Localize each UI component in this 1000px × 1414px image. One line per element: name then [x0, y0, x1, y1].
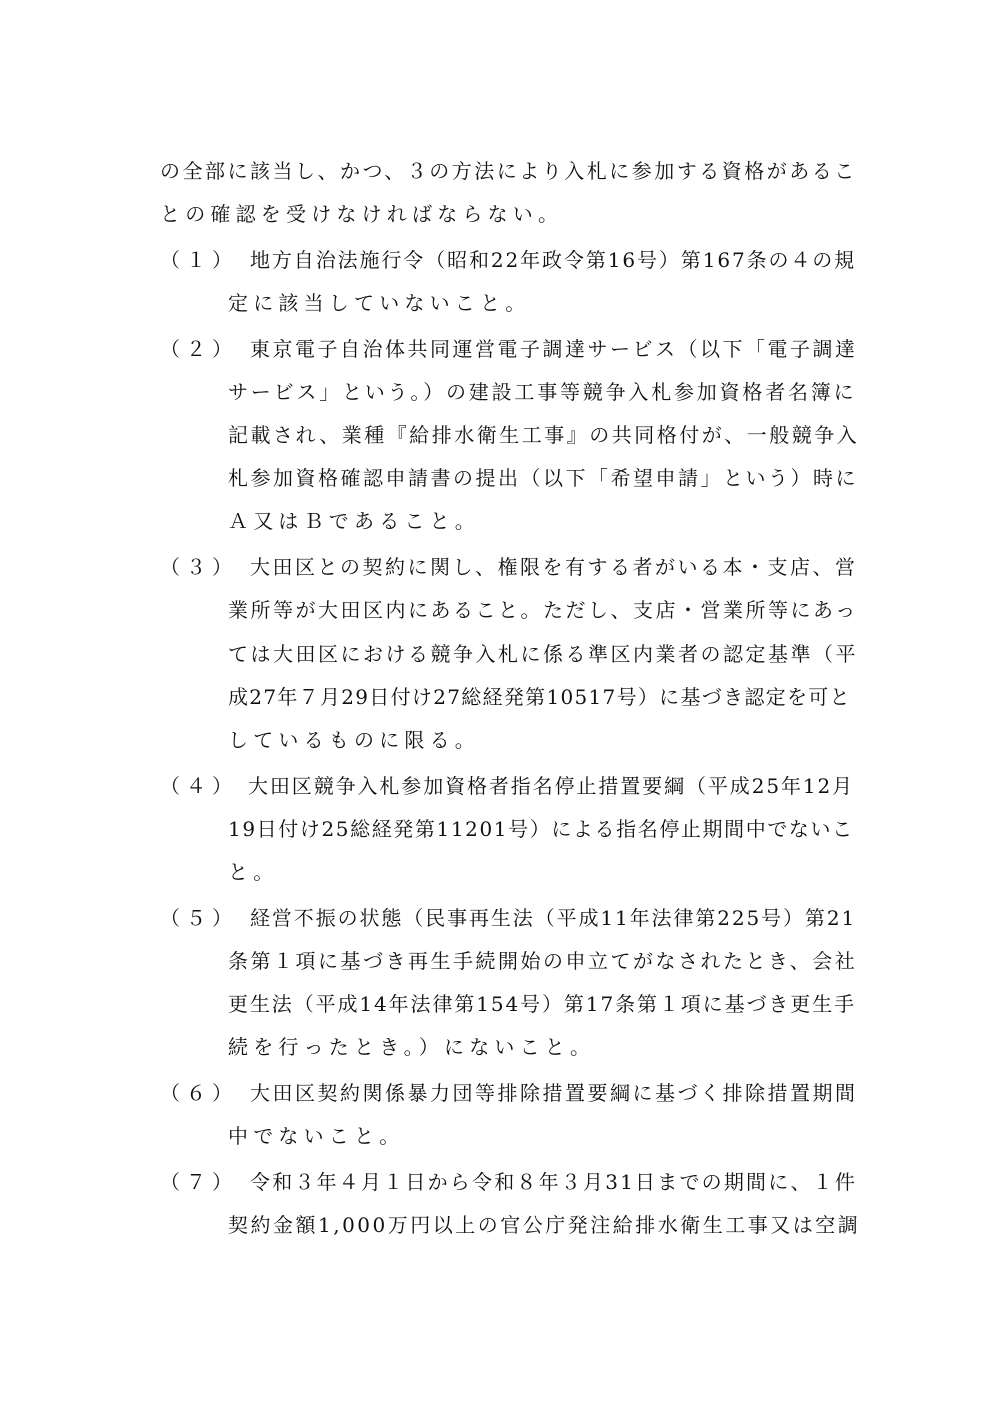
item-number: （４） [160, 774, 238, 798]
item-text-line: と。 [228, 860, 279, 884]
item-text-line: 中でないこと。 [228, 1124, 405, 1148]
item-text-line: 条第１項に基づき再生手続開始の申立てがなされたとき、会社 [228, 949, 858, 973]
item-number: （３） [160, 555, 238, 579]
item-text-line: 成27年７月29日付け27総経発第10517号）に基づき認定を可と [228, 685, 851, 709]
item-number: （６） [160, 1081, 238, 1105]
item-text-line: 定に該当していないこと。 [228, 291, 531, 315]
item-text-line: 契約金額1,000万円以上の官公庁発注給排水衛生工事又は空調 [228, 1213, 861, 1237]
item-text-line: 地方自治法施行令（昭和22年政令第16号）第167条の４の規 [250, 248, 857, 272]
item-text-line: 続を行ったとき。）にないこと。 [228, 1035, 596, 1059]
item-number: （２） [160, 337, 238, 361]
item-text-line: 大田区契約関係暴力団等排除措置要綱に基づく排除措置期間 [250, 1081, 858, 1105]
item-text-line: 経営不振の状態（民事再生法（平成11年法律第225号）第21 [250, 906, 857, 930]
item-text-line: 大田区競争入札参加資格者指名停止措置要綱（平成25年12月 [248, 774, 854, 798]
intro-line-2: との確認を受けなければならない。 [160, 202, 564, 226]
item-text-line: 業所等が大田区内にあること。ただし、支店・営業所等にあっ [228, 598, 858, 622]
item-text-line: 19日付け25総経発第11201号）による指名停止期間中でないこ [228, 817, 854, 841]
item-text-line: サービス」という。）の建設工事等競争入札参加資格者名簿に [228, 380, 857, 404]
item-text-line: 大田区との契約に関し、権限を有する者がいる本・支店、営 [250, 555, 858, 579]
item-text-line: 札参加資格確認申請書の提出（以下「希望申請」という）時に [228, 466, 858, 490]
item-number: （５） [160, 906, 238, 930]
intro-line-1: の全部に該当し、かつ、３の方法により入札に参加する資格があるこ [160, 159, 857, 183]
item-text-line: 記載され、業種『給排水衛生工事』の共同格付が、一般競争入 [228, 423, 860, 447]
item-number: （１） [160, 248, 238, 272]
item-number: （７） [160, 1170, 238, 1194]
item-text-line: しているものに限る。 [228, 728, 480, 752]
item-text-line: 東京電子自治体共同運営電子調達サービス（以下「電子調達 [250, 337, 858, 361]
item-text-line: 更生法（平成14年法律第154号）第17条第１項に基づき更生手 [228, 992, 856, 1016]
item-text-line: ては大田区における競争入札に係る準区内業者の認定基準（平 [228, 642, 858, 666]
item-text-line: 令和３年４月１日から令和８年３月31日までの期間に、１件 [250, 1170, 858, 1194]
item-text-line: Ａ又はＢであること。 [228, 509, 480, 533]
